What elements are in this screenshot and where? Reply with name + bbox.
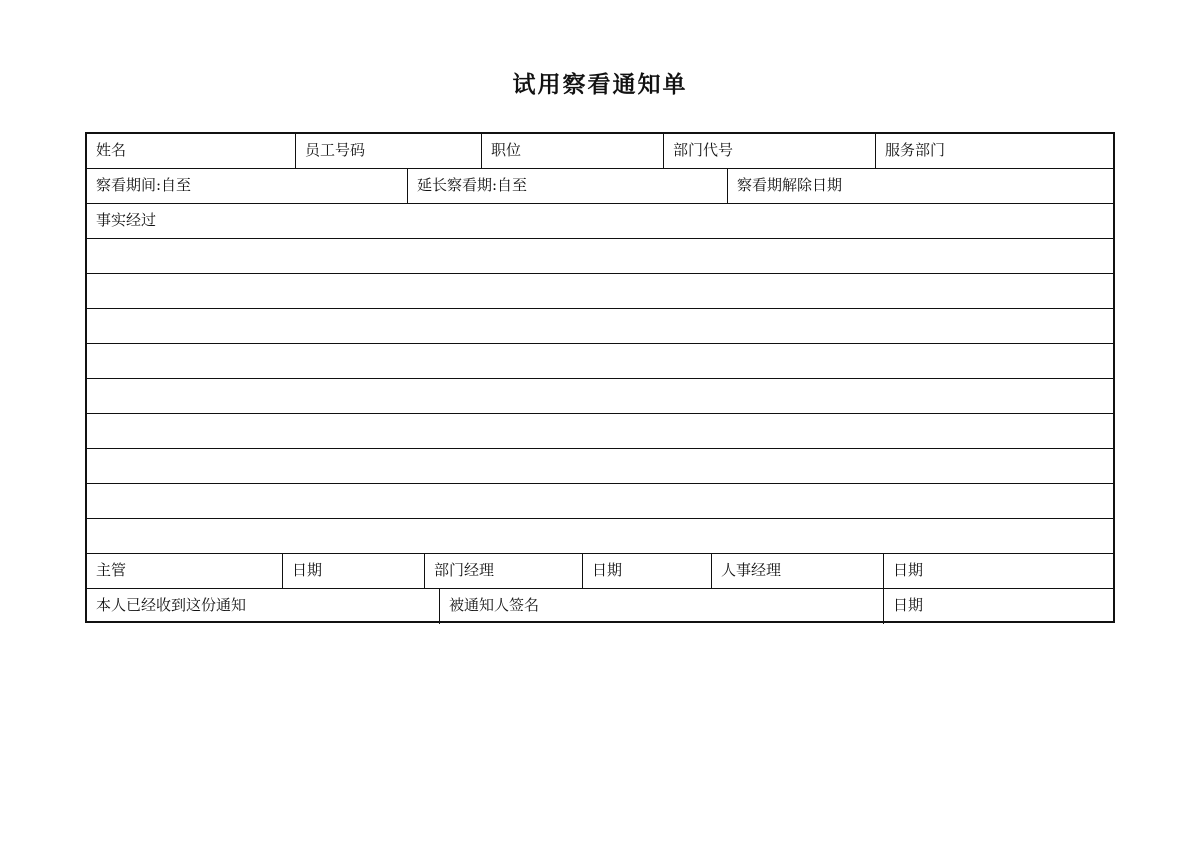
name-label: 姓名 — [96, 141, 127, 159]
approval-row — [87, 554, 1113, 589]
name-field[interactable] — [87, 134, 296, 168]
dept-manager-field[interactable] — [425, 554, 583, 588]
facts-line[interactable] — [87, 309, 1113, 344]
facts-line[interactable] — [87, 449, 1113, 484]
facts-line[interactable] — [87, 239, 1113, 274]
supervisor-label: 主管 — [96, 561, 127, 579]
hr-manager-date-field[interactable] — [884, 554, 1115, 588]
hr-manager-field[interactable] — [712, 554, 884, 588]
probation-period-field[interactable] — [87, 169, 408, 203]
date-label: 日期 — [292, 561, 323, 579]
employee-no-label: 员工号码 — [305, 141, 366, 159]
facts-label-row — [87, 204, 1113, 239]
supervisor-date-field[interactable] — [283, 554, 425, 588]
service-dept-label: 服务部门 — [885, 141, 946, 159]
facts-line[interactable] — [87, 274, 1113, 309]
dept-code-field[interactable] — [664, 134, 876, 168]
dept-code-label: 部门代号 — [673, 141, 734, 159]
position-field[interactable] — [482, 134, 664, 168]
probation-release-date-field[interactable] — [728, 169, 1115, 203]
position-label: 职位 — [491, 141, 522, 159]
recipient-signature-field[interactable] — [440, 589, 884, 624]
acknowledgement-row — [87, 589, 1113, 624]
facts-field[interactable] — [87, 204, 1115, 238]
dept-manager-date-field[interactable] — [583, 554, 712, 588]
recipient-signature-label: 被通知人签名 — [449, 596, 540, 614]
date-label: 日期 — [893, 596, 924, 614]
employee-no-field[interactable] — [296, 134, 482, 168]
facts-label: 事实经过 — [96, 211, 157, 229]
probation-period-label: 察看期间:自至 — [96, 176, 192, 194]
probation-row — [87, 169, 1113, 204]
extended-probation-field[interactable] — [408, 169, 728, 203]
date-label: 日期 — [592, 561, 623, 579]
extended-probation-label: 延长察看期:自至 — [417, 176, 528, 194]
dept-manager-label: 部门经理 — [434, 561, 495, 579]
notice-form-table — [85, 132, 1115, 623]
facts-line[interactable] — [87, 519, 1113, 554]
recipient-date-field[interactable] — [884, 589, 1115, 624]
supervisor-field[interactable] — [87, 554, 283, 588]
date-label: 日期 — [893, 561, 924, 579]
facts-line[interactable] — [87, 414, 1113, 449]
received-notice-field[interactable] — [87, 589, 440, 624]
probation-release-date-label: 察看期解除日期 — [737, 176, 843, 194]
facts-line[interactable] — [87, 484, 1113, 519]
facts-line[interactable] — [87, 344, 1113, 379]
form-title: 试用察看通知单 — [512, 72, 688, 98]
hr-manager-label: 人事经理 — [721, 561, 782, 579]
info-row — [87, 134, 1113, 169]
service-dept-field[interactable] — [876, 134, 1115, 168]
received-notice-label: 本人已经收到这份通知 — [96, 596, 247, 614]
facts-line[interactable] — [87, 379, 1113, 414]
